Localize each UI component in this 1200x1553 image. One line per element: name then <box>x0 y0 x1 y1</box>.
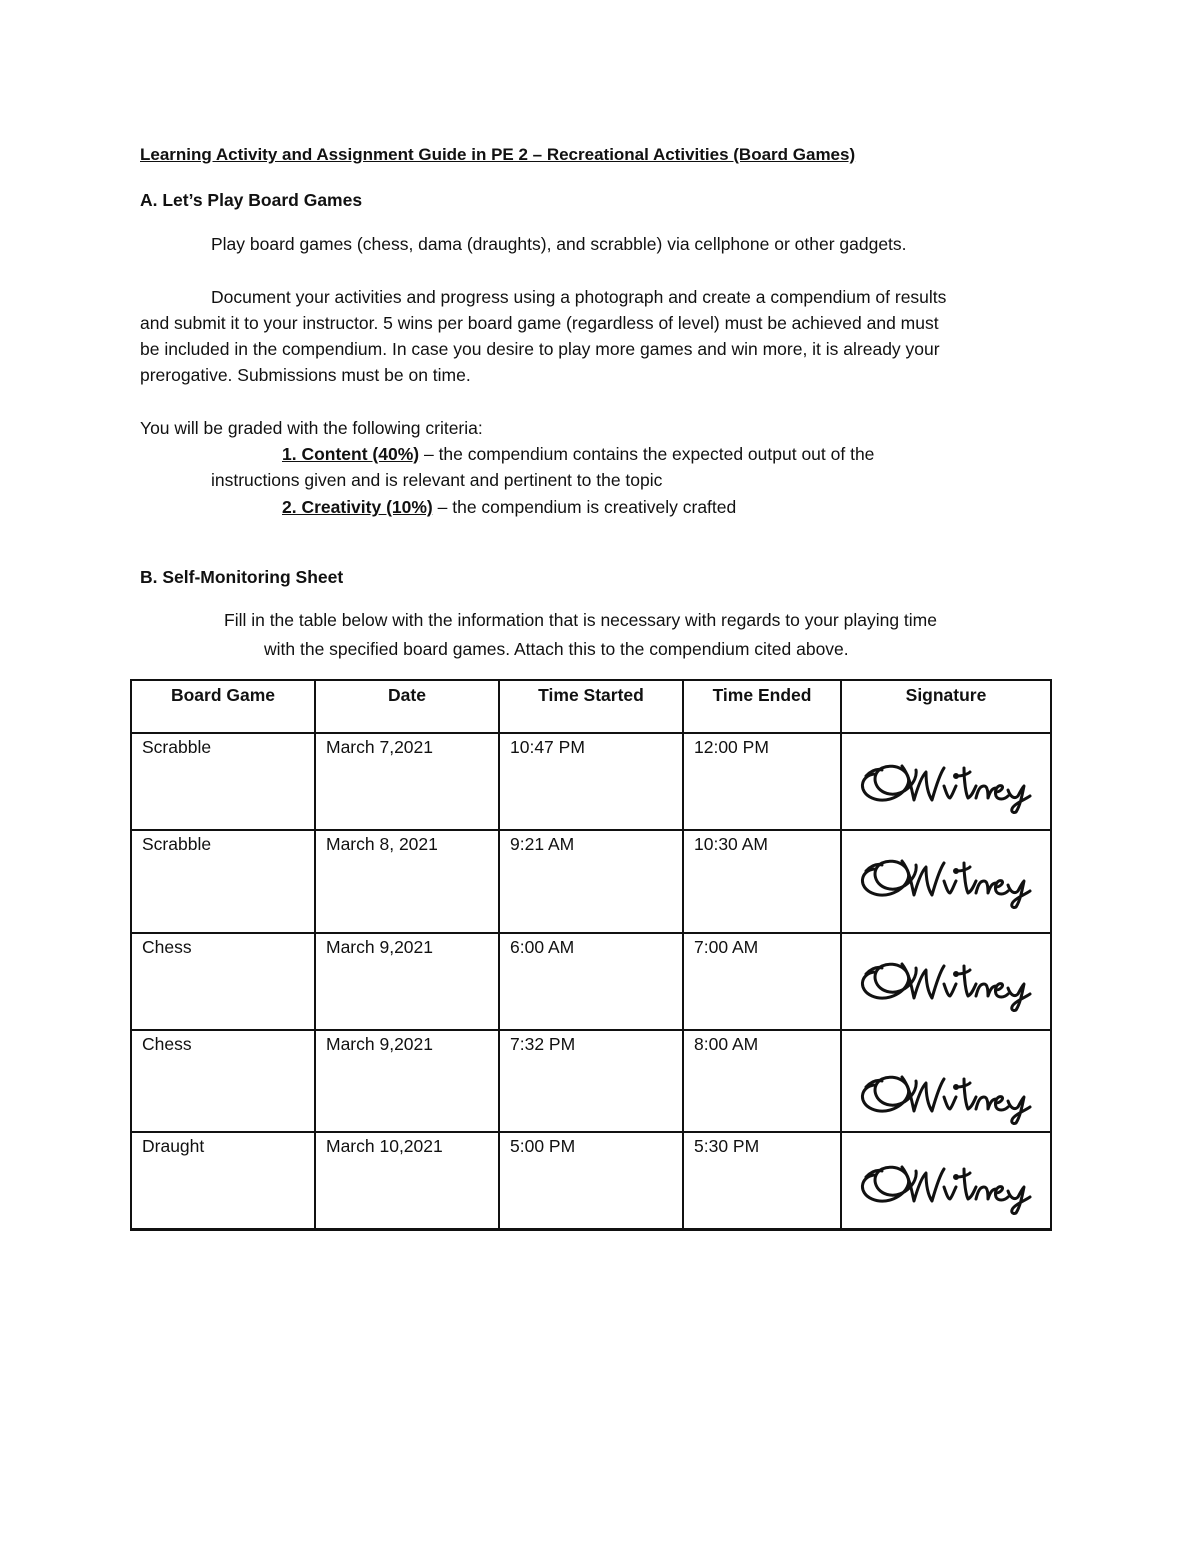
header-signature: Signature <box>841 680 1051 733</box>
self-monitoring-table <box>130 679 1052 1231</box>
header-time-started: Time Started <box>499 680 683 733</box>
document-title: Learning Activity and Assignment Guide in PE 2 – Recreational Activities (Board Games) <box>140 145 856 164</box>
cell-date: March 9,2021 <box>315 933 499 1030</box>
signature-image <box>852 1057 1042 1127</box>
section-b-instruction-line-2: with the specified board games. Attach this to the compendium cited above. <box>264 639 849 659</box>
section-a-paragraph-2-line-1: Document your activities and progress using a photograph and create a compendium of results <box>211 287 947 307</box>
cell-board-game: Chess <box>131 933 315 1030</box>
criteria-intro: You will be graded with the following criteria: <box>140 418 483 438</box>
section-a-heading: A. Let’s Play Board Games <box>140 190 363 210</box>
cell-signature <box>841 830 1051 933</box>
table-row <box>131 1132 1051 1229</box>
signature-image <box>852 944 1042 1014</box>
criterion-1-text: – the compendium contains the expected output out of the <box>419 444 875 464</box>
cell-time-ended: 12:00 PM <box>683 733 841 830</box>
cell-date: March 7,2021 <box>315 733 499 830</box>
cell-board-game: Scrabble <box>131 830 315 933</box>
criterion-1-continued: instructions given and is relevant and pertinent to the topic <box>211 470 663 490</box>
cell-date: March 8, 2021 <box>315 830 499 933</box>
signature-image <box>852 841 1042 911</box>
section-b-heading: B. Self-Monitoring Sheet <box>140 567 344 587</box>
cell-time-ended: 8:00 AM <box>683 1030 841 1132</box>
criterion-2-text: – the compendium is creatively crafted <box>432 497 737 517</box>
cell-board-game: Draught <box>131 1132 315 1229</box>
table-header-row <box>131 680 1051 733</box>
table-row <box>131 1030 1051 1132</box>
cell-time-started: 7:32 PM <box>499 1030 683 1132</box>
table-row <box>131 830 1051 933</box>
cell-time-ended: 5:30 PM <box>683 1132 841 1229</box>
header-time-ended: Time Ended <box>683 680 841 733</box>
section-a-paragraph-2-line-4: prerogative. Submissions must be on time. <box>140 365 471 385</box>
cell-time-started: 5:00 PM <box>499 1132 683 1229</box>
criterion-1 <box>282 441 874 467</box>
criterion-2-label: 2. Creativity (10%) <box>282 497 433 517</box>
header-date: Date <box>315 680 499 733</box>
cell-date: March 10,2021 <box>315 1132 499 1229</box>
cell-time-started: 10:47 PM <box>499 733 683 830</box>
signature-image <box>852 1147 1042 1217</box>
cell-time-ended: 10:30 AM <box>683 830 841 933</box>
cell-board-game: Chess <box>131 1030 315 1132</box>
header-board-game: Board Game <box>131 680 315 733</box>
table-row <box>131 933 1051 1030</box>
table-row <box>131 733 1051 830</box>
cell-date: March 9,2021 <box>315 1030 499 1132</box>
cell-signature <box>841 933 1051 1030</box>
section-b-instruction-line-1: Fill in the table below with the information that is necessary with regards to your playing time <box>224 610 937 630</box>
section-a-paragraph-2-line-3: be included in the compendium. In case you desire to play more games and win more, it is already your <box>140 339 940 359</box>
cell-signature <box>841 733 1051 830</box>
cell-time-ended: 7:00 AM <box>683 933 841 1030</box>
signature-image <box>852 746 1042 816</box>
section-a-paragraph-1: Play board games (chess, dama (draughts), and scrabble) via cellphone or other gadgets. <box>211 234 907 254</box>
criterion-2 <box>282 494 736 520</box>
cell-time-started: 6:00 AM <box>499 933 683 1030</box>
cell-signature <box>841 1132 1051 1229</box>
cell-signature <box>841 1030 1051 1132</box>
criterion-1-label: 1. Content (40%) <box>282 444 420 464</box>
cell-time-started: 9:21 AM <box>499 830 683 933</box>
section-a-paragraph-2-line-2: and submit it to your instructor. 5 wins per board game (regardless of level) must be achieved and must <box>140 313 939 333</box>
cell-board-game: Scrabble <box>131 733 315 830</box>
